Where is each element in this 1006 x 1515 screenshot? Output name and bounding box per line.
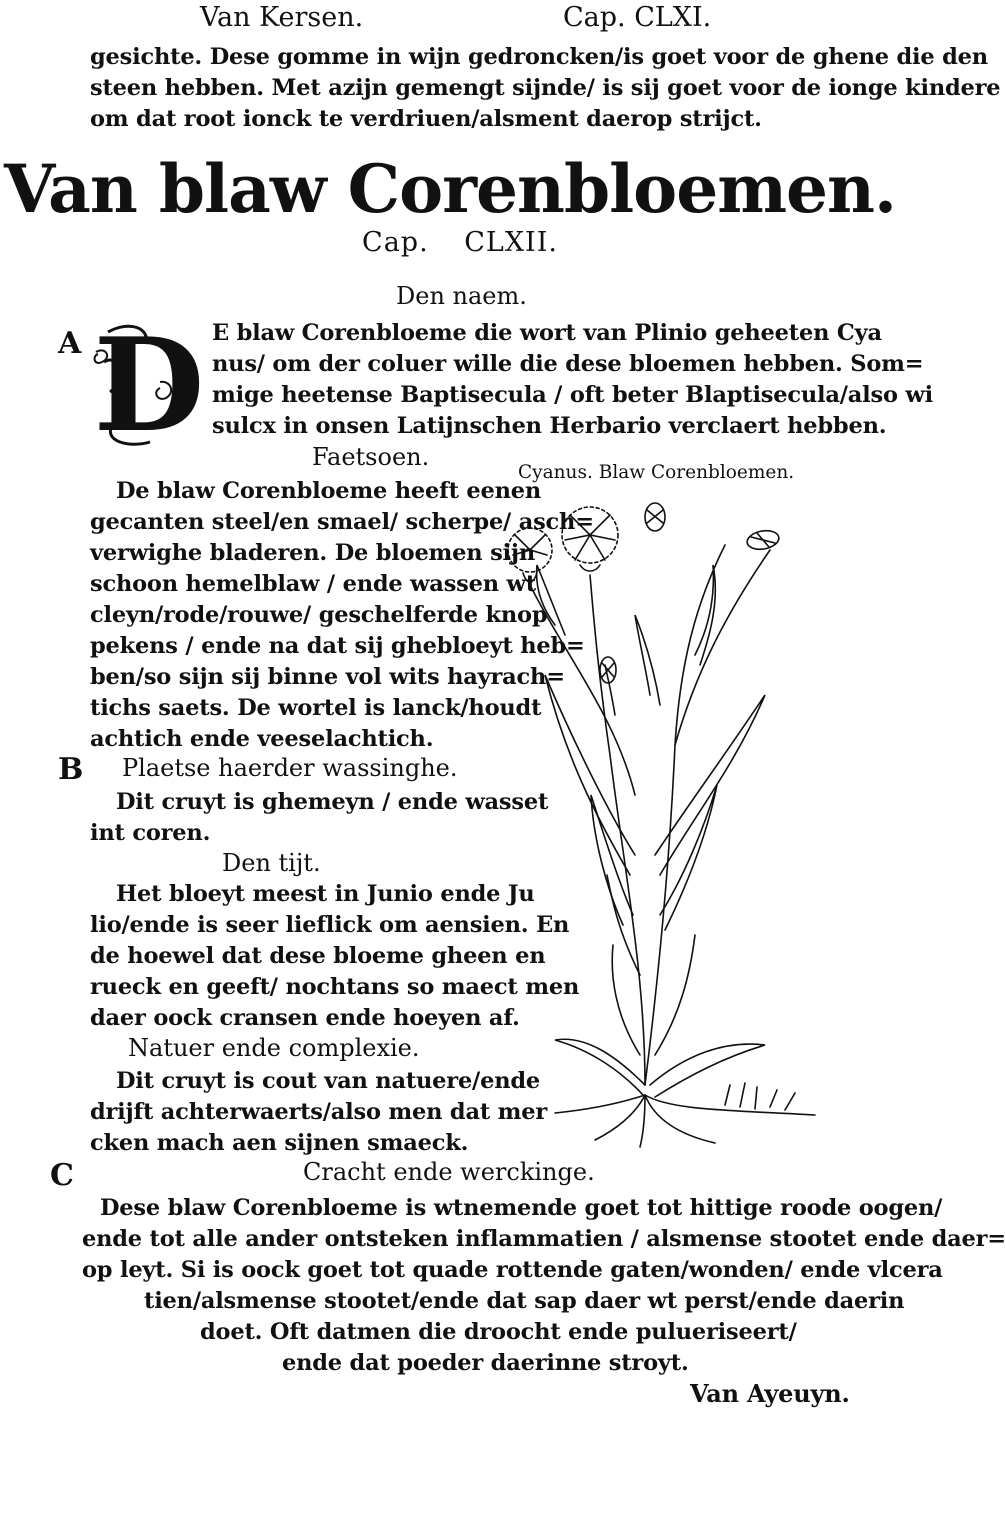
kind-line: pekens / ende na dat sij ghebloeyt heb=: [90, 633, 585, 659]
virtue-line: tien/alsmense stootet/ende dat sap daer wt perst/ende daerin: [144, 1288, 905, 1314]
kind-line: De blaw Corenbloeme heeft eenen: [116, 478, 542, 504]
leaf: [655, 695, 765, 875]
virtue-line: ende tot alle ander ontsteken inflammatien / alsmense stootet ende daer=: [82, 1226, 1006, 1252]
marginal-letter-c: C: [50, 1158, 74, 1193]
section-heading-place: Plaetse haerder wassinghe.: [122, 754, 458, 782]
virtue-line: Dese blaw Corenbloeme is wtnemende goet tot hittige roode oogen/: [100, 1195, 943, 1221]
time-line: de hoewel dat dese bloeme gheen en: [90, 943, 546, 969]
nature-line: cken mach aen sijnen smaeck.: [90, 1130, 469, 1156]
nature-line: Dit cruyt is cout van natuere/ende: [116, 1068, 540, 1094]
flower-head: [508, 528, 552, 582]
time-line: Het bloeyt meest in Junio ende Ju: [116, 881, 535, 907]
section-heading-nature: Natuer ende complexie.: [128, 1034, 420, 1062]
initial-flourish-icon: [90, 311, 208, 461]
time-line: lio/ende is seer lieflick om aensien. En: [90, 912, 570, 938]
kind-line: achtich ende veeselachtich.: [90, 726, 434, 752]
marginal-letter-a: A: [58, 326, 82, 361]
drop-cap-letter: D: [93, 311, 205, 461]
leaf: [695, 565, 715, 665]
kind-line: ben/so sijn sij binne vol wits hayrach=: [90, 664, 565, 690]
flower-bud: [746, 528, 781, 551]
chapter-title: Van blaw Corenbloemen.: [4, 150, 896, 228]
virtue-line: ende dat poeder daerinne stroyt.: [282, 1350, 689, 1376]
kind-line: schoon hemelblaw / ende wassen wt: [90, 571, 536, 597]
virtue-line: op leyt. Si is oock goet tot quade rottende gaten/wonden/ ende vlcera: [82, 1257, 943, 1283]
leaf: [635, 615, 660, 705]
cornflower-woodcut: [495, 495, 845, 1150]
main-stem: [590, 575, 645, 1085]
kind-line: tichs saets. De wortel is lanck/houdt: [90, 695, 542, 721]
catchword: Van Ayeuyn.: [690, 1379, 850, 1408]
running-head-left: Van Kersen.: [200, 2, 364, 33]
basal-leaf: [650, 1044, 765, 1097]
flower-head: [562, 507, 618, 571]
stem-left-branch: [530, 585, 635, 795]
running-head-right: Cap. CLXI.: [563, 2, 712, 33]
section-heading-virtue: Cracht ende werckinge.: [303, 1158, 595, 1186]
kind-line: cleyn/rode/rouwe/ geschelferde knop: [90, 602, 548, 628]
virtue-line: doet. Oft datmen die droocht ende pulueriseert/: [200, 1319, 797, 1345]
time-line: rueck en geeft/ nochtans so maect men: [90, 974, 580, 1000]
nature-line: drijft achterwaerts/also men dat mer: [90, 1099, 548, 1125]
kind-line: gecanten steel/en smael/ scherpe/ asch=: [90, 509, 594, 535]
marginal-letter-b: B: [58, 752, 84, 787]
time-line: daer oock cransen ende hoeyen af.: [90, 1005, 520, 1031]
prev-text-line: gesichte. Dese gomme in wijn gedroncken/is goet voor de ghene die den: [90, 44, 988, 70]
basal-leaf: [555, 1039, 645, 1095]
name-line: mige heetense Baptisecula / oft beter Blaptisecula/also wi: [212, 382, 933, 408]
section-heading-kind: Faetsoen.: [312, 443, 430, 471]
flower-bud: [645, 503, 665, 531]
chapter-number: Cap. CLXII.: [362, 227, 558, 258]
place-line: Dit cruyt is ghemeyn / ende wasset: [116, 789, 549, 815]
section-heading-time: Den tijt.: [222, 849, 321, 877]
section-heading-name: Den naem.: [396, 282, 527, 310]
name-line: sulcx in onsen Latijnschen Herbario verclaert hebben.: [212, 413, 887, 439]
decorated-initial: [90, 311, 208, 461]
place-line: int coren.: [90, 820, 211, 846]
name-line: nus/ om der coluer wille die dese bloemen hebben. Som=: [212, 351, 924, 377]
figure-caption: Cyanus. Blaw Corenbloemen.: [518, 462, 795, 483]
prev-text-line: om dat root ionck te verdriuen/alsment daerop strijct.: [90, 106, 762, 132]
stem-right: [645, 545, 725, 1085]
roots: [555, 1095, 815, 1147]
kind-line: verwighe bladeren. De bloemen sijn: [90, 540, 535, 566]
prev-text-line: steen hebben. Met azijn gemengt sijnde/ is sij goet voor de ionge kindere: [90, 75, 1001, 101]
name-line: E blaw Corenbloeme die wort van Plinio geheeten Cya: [212, 320, 882, 346]
